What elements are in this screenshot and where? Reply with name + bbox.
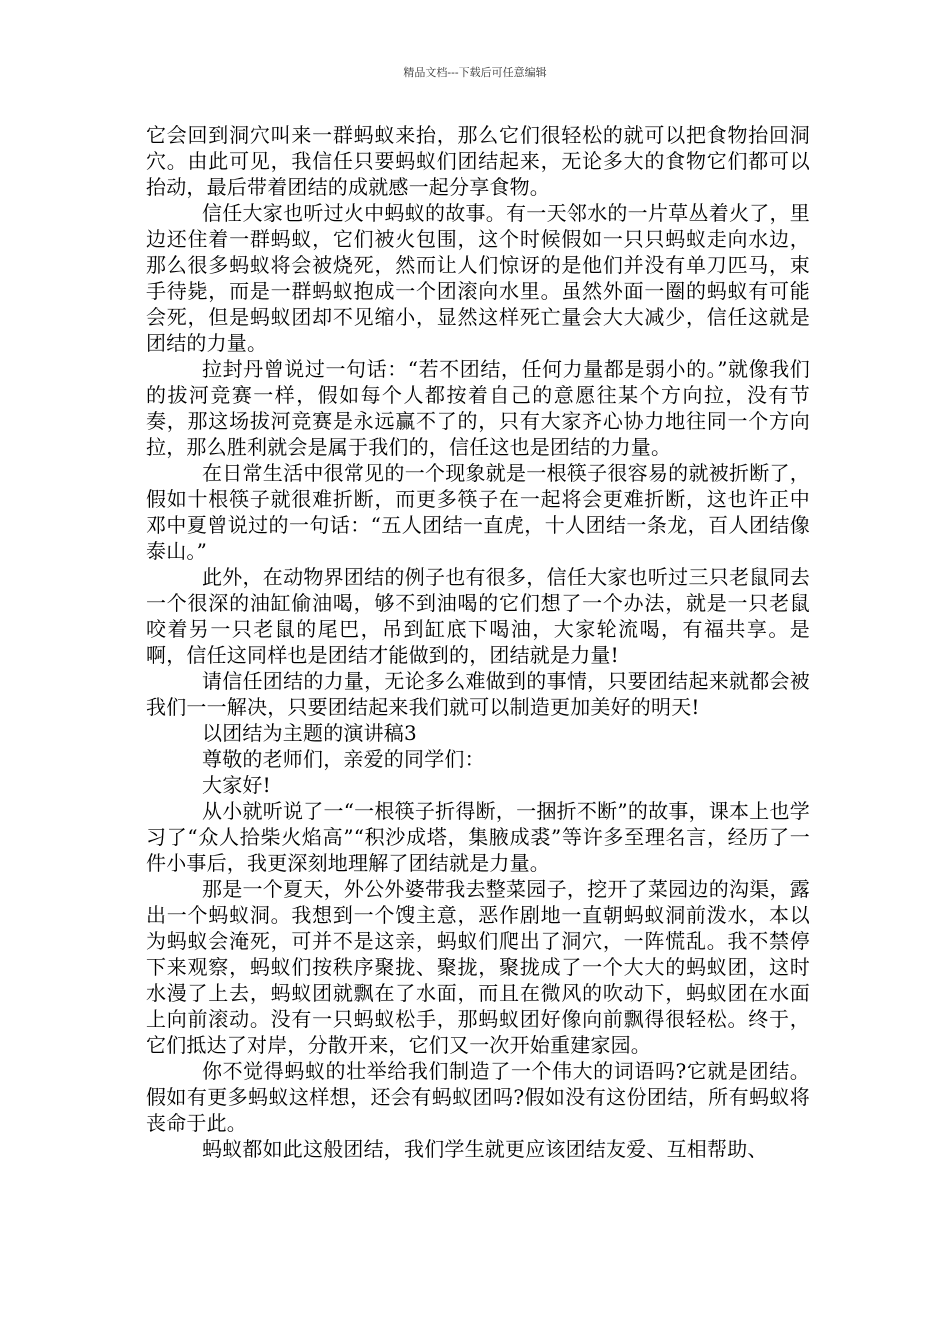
paragraph-3: 拉封丹曾说过一句话：“若不团结，任何力量都是弱小的。”就像我们的拔河竞赛一样，假如每个人都按着自己的意愿往某个方向拉，没有节奏，那这场拔河竞赛是永远赢不了的，只有大家齐心协力地往同一个方向拉，那么胜利就会是属于我们的，信任这也是团结的力量。 xyxy=(146,357,810,459)
paragraph-7: 从小就听说了一“一根筷子折得断，一捆折不断”的故事，课本上也学习了“众人拾柴火焰高”“积沙成塔，集腋成裘”等许多至理名言，经历了一件小事后，我更深刻地理解了团结就是力量。 xyxy=(146,799,810,875)
paragraph-9: 你不觉得蚂蚁的壮举给我们制造了一个伟大的词语吗?它就是团结。假如有更多蚂蚁这样想，还会有蚂蚁团吗?假如没有这份团结，所有蚂蚁将丧命于此。 xyxy=(146,1059,810,1135)
document-body xyxy=(146,122,810,1162)
paragraph-8: 那是一个夏天，外公外婆带我去整菜园子，挖开了菜园边的沟渠，露出一个蚂蚁洞。我想到一个馊主意，恶作剧地一直朝蚂蚁洞前泼水，本以为蚂蚁会淹死，可并不是这亲，蚂蚁们爬出了洞穴，一阵慌乱。我不禁停下来观察，蚂蚁们按秩序聚拢、聚拢，聚拢成了一个大大的蚂蚁团，这时水漫了上去，蚂蚁团就飘在了水面，而且在微风的吹动下，蚂蚁团在水面上向前滚动。没有一只蚂蚁松手，那蚂蚁团好像向前飘得很轻松。终于，它们抵达了对岸，分散开来，它们又一次开始重建家园。 xyxy=(146,877,810,1057)
paragraph-1: 它会回到洞穴叫来一群蚂蚁来抬，那么它们很轻松的就可以把食物抬回洞穴。由此可见，我信任只要蚂蚁们团结起来，无论多大的食物它们都可以抬动，最后带着团结的成就感一起分享食物。 xyxy=(146,123,810,199)
speech-title: 以团结为主题的演讲稿3 xyxy=(202,721,417,745)
paragraph-6: 请信任团结的力量，无论多么难做到的事情，只要团结起来就都会被我们一一解决，只要团结起来我们就可以制造更加美好的明天! xyxy=(146,669,810,719)
paragraph-5: 此外，在动物界团结的例子也有很多，信任大家也听过三只老鼠同去一个很深的油缸偷油喝，够不到油喝的它们想了一个办法，就是一只老鼠咬着另一只老鼠的尾巴，吊到缸底下喝油，大家轮流喝，有福共享。是啊，信任这同样也是团结才能做到的，团结就是力量! xyxy=(146,565,810,667)
salutation: 尊敬的老师们，亲爱的同学们： xyxy=(202,747,485,771)
greeting: 大家好! xyxy=(202,773,271,797)
paragraph-10: 蚂蚁都如此这般团结，我们学生就更应该团结友爱、互相帮助、 xyxy=(202,1137,768,1161)
paragraph-2: 信任大家也听过火中蚂蚁的故事。有一天邻水的一片草丛着火了，里边还住着一群蚂蚁，它们被火包围，这个时候假如一只只蚂蚁走向水边，那么很多蚂蚁将会被烧死，然而让人们惊讶的是他们并没有单刀匹马，束手待毙，而是一群蚂蚁抱成一个团滚向水里。虽然外面一圈的蚂蚁有可能会死，但是蚂蚁团却不见缩小，显然这样死亡量会大大减少，信任这就是团结的力量。 xyxy=(146,201,810,355)
paragraph-4: 在日常生活中很常见的一个现象就是一根筷子很容易的就被折断了，假如十根筷子就很难折断，而更多筷子在一起将会更难折断，这也许正中邓中夏曾说过的一句话：“五人团结一直虎，十人团结一条龙，百人团结像泰山。” xyxy=(146,461,810,563)
page-header: 精品文档---下载后可任意编辑 xyxy=(403,66,547,79)
